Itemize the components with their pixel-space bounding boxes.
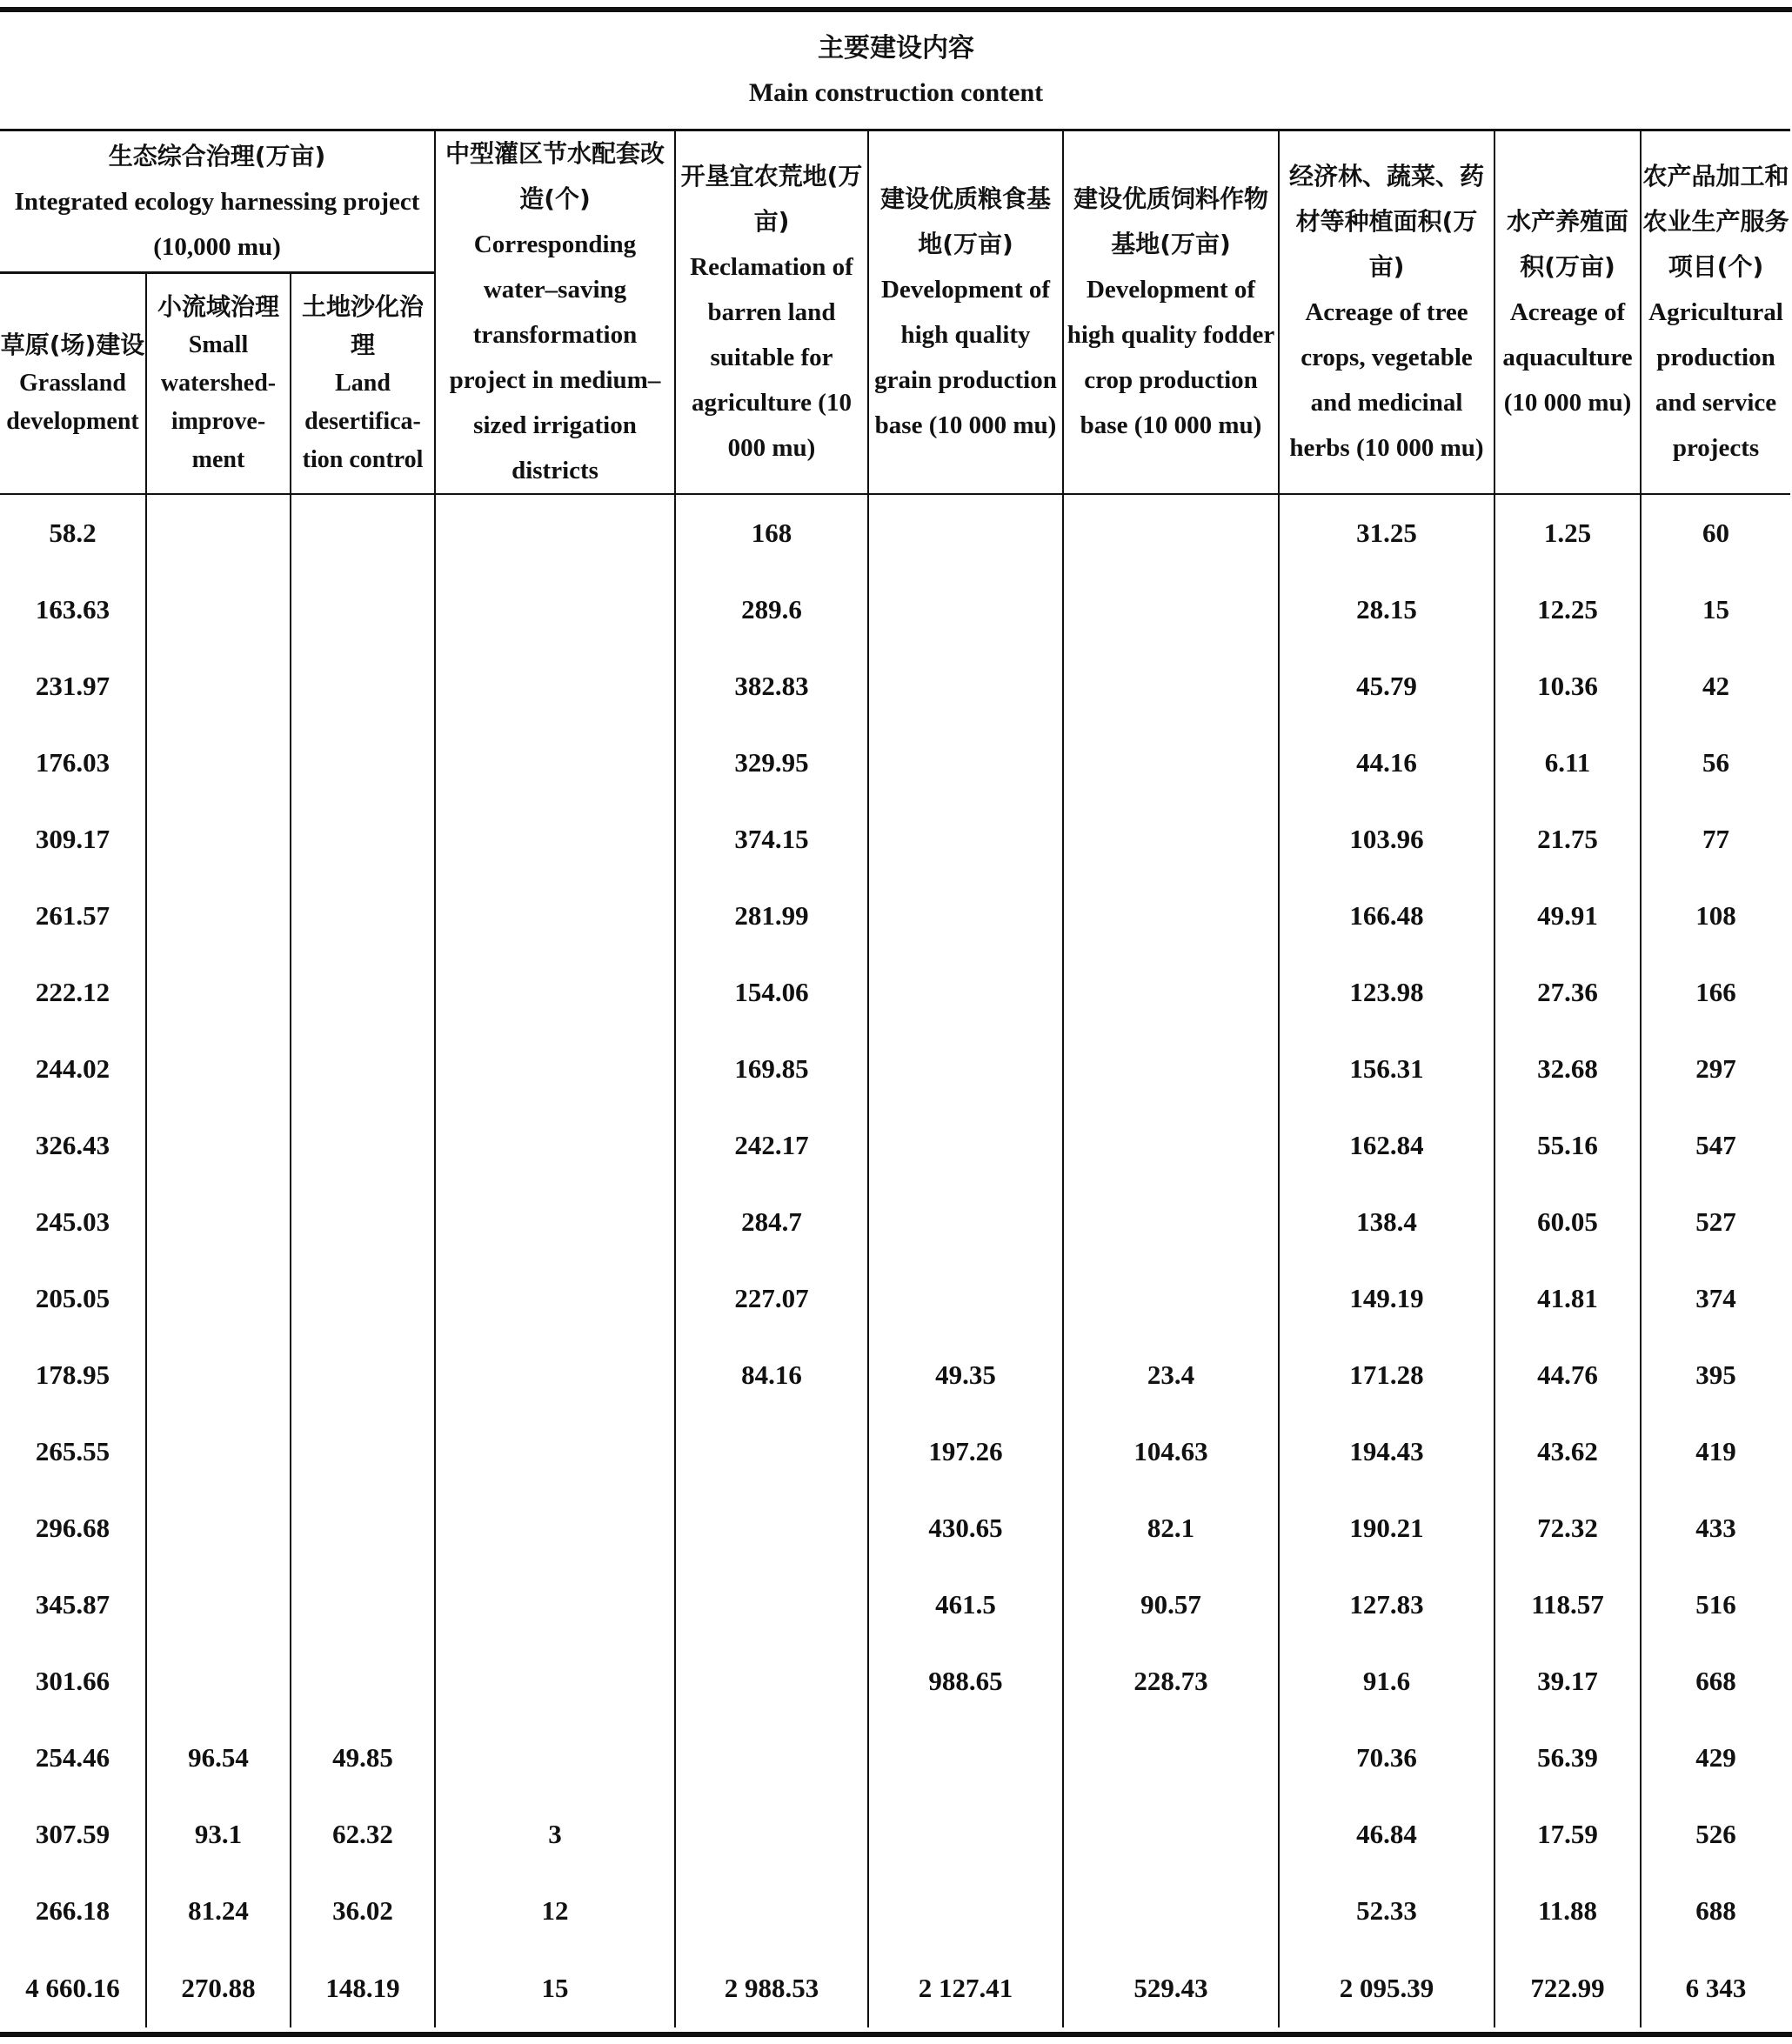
cell-desertification (291, 1413, 435, 1490)
cell-irrigation: 12 (435, 1873, 675, 1949)
cell-grain (868, 954, 1063, 1031)
cell-desertification (291, 1184, 435, 1260)
cell-grassland: 301.66 (0, 1643, 146, 1720)
cell-reclamation: 281.99 (675, 878, 868, 954)
table-row (0, 648, 1790, 725)
cell-reclamation: 242.17 (675, 1107, 868, 1184)
cell-grain (868, 1796, 1063, 1873)
cell-fodder (1063, 1184, 1279, 1260)
cell-grassland: 58.2 (0, 494, 146, 571)
table-row (0, 725, 1790, 801)
table-row (0, 494, 1790, 571)
cell-grassland: 345.87 (0, 1566, 146, 1643)
cell-fodder (1063, 1031, 1279, 1107)
cell-grain (868, 1873, 1063, 1949)
cell-grain: 461.5 (868, 1566, 1063, 1643)
header-ecology-group: 生态综合治理(万亩) Integrated ecology harnessing project (10,000 mu) (0, 130, 435, 273)
cell-watershed (146, 648, 291, 725)
cell-fodder (1063, 648, 1279, 725)
table-row (0, 1566, 1790, 1643)
cell-crops: 28.15 (1279, 571, 1494, 648)
cell-irrigation: 15 (435, 1949, 675, 2027)
cell-desertification (291, 801, 435, 878)
cell-fodder (1063, 1720, 1279, 1796)
header-grain: 建设优质粮食基地(万亩) Development of high quality grain production base (10 000 mu) (868, 130, 1063, 495)
cell-grassland: 178.95 (0, 1337, 146, 1413)
cell-watershed: 96.54 (146, 1720, 291, 1796)
header-row-top (0, 130, 1790, 273)
cell-processing: 108 (1641, 878, 1790, 954)
table-row (0, 1643, 1790, 1720)
cell-desertification: 148.19 (291, 1949, 435, 2027)
header-desertification: 土地沙化治理 Land desertifica-tion control (291, 273, 435, 494)
cell-processing: 42 (1641, 648, 1790, 725)
cell-watershed (146, 1490, 291, 1566)
cell-grain: 988.65 (868, 1643, 1063, 1720)
cell-grain (868, 725, 1063, 801)
cell-irrigation (435, 1566, 675, 1643)
cell-watershed: 93.1 (146, 1796, 291, 1873)
cell-fodder: 82.1 (1063, 1490, 1279, 1566)
cell-fodder (1063, 1260, 1279, 1337)
cell-fodder: 228.73 (1063, 1643, 1279, 1720)
cell-fodder (1063, 494, 1279, 571)
cell-aquaculture: 12.25 (1494, 571, 1641, 648)
cell-irrigation (435, 954, 675, 1031)
cell-aquaculture: 43.62 (1494, 1413, 1641, 1490)
cell-watershed (146, 1643, 291, 1720)
cell-reclamation: 227.07 (675, 1260, 868, 1337)
bottom-rule (0, 2032, 1792, 2037)
cell-irrigation (435, 1107, 675, 1184)
cell-grain (868, 878, 1063, 954)
cell-watershed (146, 1107, 291, 1184)
cell-desertification (291, 1643, 435, 1720)
cell-aquaculture: 10.36 (1494, 648, 1641, 725)
header-watershed: 小流域治理 Small watershed-improve-ment (146, 273, 291, 494)
cell-aquaculture: 27.36 (1494, 954, 1641, 1031)
cell-desertification (291, 1031, 435, 1107)
cell-processing: 15 (1641, 571, 1790, 648)
cell-desertification (291, 648, 435, 725)
cell-fodder (1063, 1796, 1279, 1873)
cell-reclamation: 169.85 (675, 1031, 868, 1107)
cell-grassland: 309.17 (0, 801, 146, 878)
cell-grain (868, 1720, 1063, 1796)
cell-aquaculture: 60.05 (1494, 1184, 1641, 1260)
table-title-en: Main construction content (748, 78, 1044, 107)
cell-grassland: 231.97 (0, 648, 146, 725)
cell-grain (868, 494, 1063, 571)
cell-desertification: 36.02 (291, 1873, 435, 1949)
cell-processing: 526 (1641, 1796, 1790, 1873)
cell-desertification (291, 878, 435, 954)
cell-watershed (146, 1337, 291, 1413)
cell-irrigation (435, 1260, 675, 1337)
cell-fodder (1063, 1107, 1279, 1184)
cell-grain: 197.26 (868, 1413, 1063, 1490)
cell-irrigation (435, 1720, 675, 1796)
cell-reclamation: 289.6 (675, 571, 868, 648)
cell-aquaculture: 17.59 (1494, 1796, 1641, 1873)
cell-irrigation (435, 1184, 675, 1260)
cell-grain (868, 1260, 1063, 1337)
cell-grassland: 222.12 (0, 954, 146, 1031)
cell-fodder: 529.43 (1063, 1949, 1279, 2027)
cell-crops: 156.31 (1279, 1031, 1494, 1107)
table-row (0, 1260, 1790, 1337)
cell-desertification (291, 954, 435, 1031)
cell-aquaculture: 1.25 (1494, 494, 1641, 571)
header-aquaculture: 水产养殖面积(万亩) Acreage of aquaculture (10 000 mu) (1494, 130, 1641, 495)
table-row (0, 1337, 1790, 1413)
cell-desertification (291, 1107, 435, 1184)
cell-crops: 91.6 (1279, 1643, 1494, 1720)
cell-grassland: 245.03 (0, 1184, 146, 1260)
cell-grassland: 254.46 (0, 1720, 146, 1796)
cell-irrigation (435, 1413, 675, 1490)
cell-aquaculture: 32.68 (1494, 1031, 1641, 1107)
cell-grassland: 296.68 (0, 1490, 146, 1566)
cell-aquaculture: 11.88 (1494, 1873, 1641, 1949)
cell-fodder (1063, 801, 1279, 878)
cell-irrigation (435, 1031, 675, 1107)
cell-processing: 166 (1641, 954, 1790, 1031)
cell-reclamation: 284.7 (675, 1184, 868, 1260)
cell-processing: 516 (1641, 1566, 1790, 1643)
cell-irrigation (435, 878, 675, 954)
cell-desertification (291, 1490, 435, 1566)
cell-irrigation (435, 648, 675, 725)
cell-processing: 56 (1641, 725, 1790, 801)
cell-aquaculture: 49.91 (1494, 878, 1641, 954)
cell-fodder (1063, 954, 1279, 1031)
cell-crops: 46.84 (1279, 1796, 1494, 1873)
table-row (0, 1413, 1790, 1490)
cell-watershed (146, 878, 291, 954)
cell-crops: 52.33 (1279, 1873, 1494, 1949)
cell-watershed (146, 1031, 291, 1107)
cell-fodder: 90.57 (1063, 1566, 1279, 1643)
cell-crops: 2 095.39 (1279, 1949, 1494, 2027)
cell-crops: 70.36 (1279, 1720, 1494, 1796)
cell-watershed (146, 725, 291, 801)
cell-reclamation: 2 988.53 (675, 1949, 868, 2027)
cell-grain (868, 1184, 1063, 1260)
cell-crops: 103.96 (1279, 801, 1494, 878)
cell-processing: 429 (1641, 1720, 1790, 1796)
table-body (0, 494, 1790, 2027)
cell-desertification (291, 1337, 435, 1413)
cell-grassland: 244.02 (0, 1031, 146, 1107)
header-fodder: 建设优质饲料作物基地(万亩) Development of high quality fodder crop production base (10 000 mu) (1063, 130, 1279, 495)
cell-crops: 171.28 (1279, 1337, 1494, 1413)
cell-reclamation (675, 1566, 868, 1643)
cell-reclamation: 382.83 (675, 648, 868, 725)
cell-grain (868, 1107, 1063, 1184)
cell-aquaculture: 44.76 (1494, 1337, 1641, 1413)
cell-crops: 123.98 (1279, 954, 1494, 1031)
cell-grassland: 266.18 (0, 1873, 146, 1949)
cell-reclamation: 374.15 (675, 801, 868, 878)
cell-crops: 162.84 (1279, 1107, 1494, 1184)
cell-processing: 668 (1641, 1643, 1790, 1720)
cell-processing: 374 (1641, 1260, 1790, 1337)
cell-processing: 297 (1641, 1031, 1790, 1107)
cell-crops: 166.48 (1279, 878, 1494, 954)
header-reclamation: 开垦宜农荒地(万亩) Reclamation of barren land suitable for agriculture (10 000 mu) (675, 130, 868, 495)
cell-crops: 149.19 (1279, 1260, 1494, 1337)
cell-desertification: 49.85 (291, 1720, 435, 1796)
cell-reclamation (675, 1643, 868, 1720)
cell-aquaculture: 72.32 (1494, 1490, 1641, 1566)
cell-fodder: 23.4 (1063, 1337, 1279, 1413)
cell-crops: 31.25 (1279, 494, 1494, 571)
table-row (0, 1031, 1790, 1107)
cell-reclamation: 329.95 (675, 725, 868, 801)
cell-grain (868, 1031, 1063, 1107)
cell-fodder (1063, 725, 1279, 801)
cell-desertification (291, 494, 435, 571)
cell-grassland: 261.57 (0, 878, 146, 954)
cell-reclamation: 84.16 (675, 1337, 868, 1413)
cell-grain: 49.35 (868, 1337, 1063, 1413)
cell-processing: 6 343 (1641, 1949, 1790, 2027)
cell-grassland: 163.63 (0, 571, 146, 648)
cell-aquaculture: 21.75 (1494, 801, 1641, 878)
cell-irrigation (435, 1643, 675, 1720)
cell-desertification (291, 1566, 435, 1643)
cell-watershed (146, 954, 291, 1031)
cell-fodder (1063, 1873, 1279, 1949)
cell-aquaculture: 39.17 (1494, 1643, 1641, 1720)
cell-grassland: 176.03 (0, 725, 146, 801)
cell-reclamation (675, 1490, 868, 1566)
cell-processing: 433 (1641, 1490, 1790, 1566)
table-row (0, 954, 1790, 1031)
cell-desertification (291, 725, 435, 801)
cell-processing: 688 (1641, 1873, 1790, 1949)
cell-fodder (1063, 571, 1279, 648)
cell-processing: 419 (1641, 1413, 1790, 1490)
header-crops: 经济林、蔬菜、药材等种植面积(万亩) Acreage of tree crops, vegetable and medicinal herbs (10 000 mu) (1279, 130, 1494, 495)
cell-aquaculture: 722.99 (1494, 1949, 1641, 2027)
cell-watershed (146, 494, 291, 571)
table-row (0, 878, 1790, 954)
cell-crops: 127.83 (1279, 1566, 1494, 1643)
cell-reclamation: 168 (675, 494, 868, 571)
table-row (0, 1107, 1790, 1184)
cell-reclamation: 154.06 (675, 954, 868, 1031)
cell-watershed (146, 801, 291, 878)
cell-aquaculture: 6.11 (1494, 725, 1641, 801)
cell-crops: 194.43 (1279, 1413, 1494, 1490)
cell-grassland: 326.43 (0, 1107, 146, 1184)
cell-watershed (146, 1260, 291, 1337)
cell-reclamation (675, 1720, 868, 1796)
cell-grain (868, 571, 1063, 648)
cell-irrigation (435, 1490, 675, 1566)
cell-irrigation (435, 725, 675, 801)
cell-processing: 527 (1641, 1184, 1790, 1260)
cell-grain (868, 801, 1063, 878)
cell-watershed (146, 1413, 291, 1490)
header-processing: 农产品加工和农业生产服务项目(个) Agricultural production and service projects (1641, 130, 1790, 495)
cell-irrigation (435, 1337, 675, 1413)
cell-watershed: 270.88 (146, 1949, 291, 2027)
cell-grain (868, 648, 1063, 725)
cell-aquaculture: 118.57 (1494, 1566, 1641, 1643)
cell-crops: 44.16 (1279, 725, 1494, 801)
cell-aquaculture: 55.16 (1494, 1107, 1641, 1184)
header-irrigation: 中型灌区节水配套改造(个) Corresponding water–saving transformation project in medium–sized irrigation districts (435, 130, 675, 495)
cell-grassland: 307.59 (0, 1796, 146, 1873)
cell-desertification (291, 1260, 435, 1337)
cell-aquaculture: 56.39 (1494, 1720, 1641, 1796)
cell-crops: 190.21 (1279, 1490, 1494, 1566)
cell-processing: 77 (1641, 801, 1790, 878)
construction-table (0, 129, 1790, 2027)
cell-reclamation (675, 1413, 868, 1490)
header-grassland: 草原(场)建设 Grassland development (0, 273, 146, 494)
cell-desertification (291, 571, 435, 648)
cell-grassland: 4 660.16 (0, 1949, 146, 2027)
cell-processing: 395 (1641, 1337, 1790, 1413)
cell-desertification: 62.32 (291, 1796, 435, 1873)
cell-aquaculture: 41.81 (1494, 1260, 1641, 1337)
cell-crops: 45.79 (1279, 648, 1494, 725)
cell-grain: 430.65 (868, 1490, 1063, 1566)
table-title-zh: 主要建设内容 (818, 33, 974, 63)
table-row (0, 1490, 1790, 1566)
cell-fodder (1063, 878, 1279, 954)
table-row (0, 1796, 1790, 1873)
cell-irrigation (435, 801, 675, 878)
table-row (0, 801, 1790, 878)
cell-irrigation (435, 494, 675, 571)
table-row (0, 571, 1790, 648)
cell-crops: 138.4 (1279, 1184, 1494, 1260)
cell-processing: 60 (1641, 494, 1790, 571)
cell-processing: 547 (1641, 1107, 1790, 1184)
cell-grassland: 265.55 (0, 1413, 146, 1490)
table-row (0, 1184, 1790, 1260)
cell-watershed: 81.24 (146, 1873, 291, 1949)
cell-irrigation: 3 (435, 1796, 675, 1873)
cell-grain: 2 127.41 (868, 1949, 1063, 2027)
cell-reclamation (675, 1873, 868, 1949)
cell-grassland: 205.05 (0, 1260, 146, 1337)
table-row (0, 1873, 1790, 1949)
cell-watershed (146, 1184, 291, 1260)
cell-irrigation (435, 571, 675, 648)
table-row (0, 1949, 1790, 2027)
cell-watershed (146, 571, 291, 648)
cell-watershed (146, 1566, 291, 1643)
top-rule (0, 7, 1792, 12)
cell-fodder: 104.63 (1063, 1413, 1279, 1490)
table-row (0, 1720, 1790, 1796)
cell-reclamation (675, 1796, 868, 1873)
